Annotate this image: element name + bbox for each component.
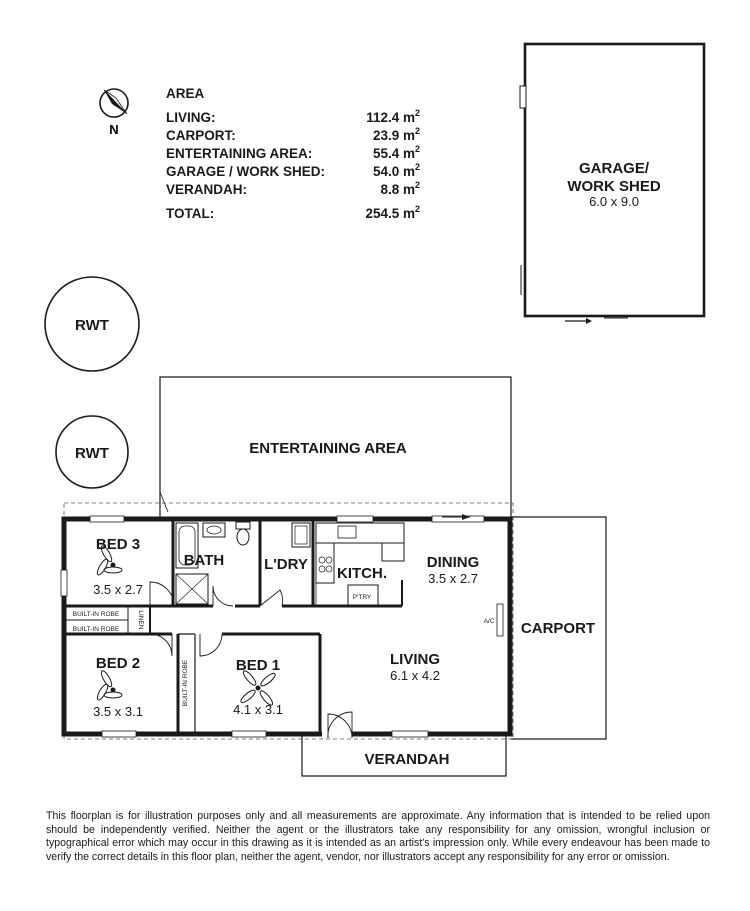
rainwater-tank-1: [45, 277, 139, 371]
disclaimer-text: This floorplan is for illustration purposes only and all measurements are approximate. Any information that is intended to be relied upon should be independently verified. Neither the agent or the illustrators take any responsibility for any omission, wrongful inclusion or typographical error which may occur in this drawing as it is intended as an artist's impression only. While every endeavour has been made to verify the correct details in this floor plan, neither the agent, vendor, nor illustrators accept any responsibility for any error or omission.: [46, 810, 710, 863]
north-label: N: [109, 122, 119, 137]
area-label-living: LIVING:: [166, 110, 216, 125]
dining-name: DINING: [426, 554, 480, 571]
garage-work-shed: [520, 44, 704, 324]
living-name: LIVING: [389, 651, 441, 668]
builtin-robe-label-3: BUILT-IN ROBE: [182, 659, 189, 707]
area-value-garage: 54.0 $m^2$: [372, 162, 420, 179]
dining-dims: 3.5 x 2.7: [428, 571, 478, 586]
rainwater-tank-2: [56, 416, 128, 488]
area-label-verandah: VERANDAH:: [166, 182, 247, 197]
kitchen-name: KITCH.: [337, 565, 387, 582]
area-label-entertaining: ENTERTAINING AREA:: [166, 146, 313, 161]
north-arrow-icon: [100, 89, 128, 137]
bed1-name: BED 1: [235, 657, 281, 674]
garage-name-line2: WORK SHED: [567, 178, 661, 195]
area-label-carport: CARPORT:: [166, 128, 236, 143]
bed2-dims: 3.5 x 3.1: [93, 704, 143, 719]
laundry-name: L'DRY: [264, 556, 308, 573]
linen-label: LINEN: [137, 610, 144, 630]
living-dims: 6.1 x 4.2: [390, 668, 440, 683]
area-value-carport: 23.9 $m^2$: [372, 126, 420, 143]
rwt-label-2: RWT: [75, 445, 109, 462]
bed1-dims: 4.1 x 3.1: [233, 702, 283, 717]
area-label-total: TOTAL:: [166, 206, 215, 221]
carport: [511, 517, 606, 739]
verandah-name: VERANDAH: [364, 751, 450, 768]
area-label-garage: GARAGE / WORK SHED:: [166, 164, 326, 179]
entertaining-name: ENTERTAINING AREA: [249, 440, 407, 457]
pantry-label: P'TRY: [352, 594, 372, 601]
bath-name: BATH: [183, 552, 225, 569]
area-value-total: 254.5 $m^2$: [365, 204, 420, 221]
ceiling-fan-icon: [95, 669, 122, 701]
ac-label: A/C: [483, 618, 495, 625]
area-heading: AREA: [166, 86, 205, 101]
area-value-living: 112.4 $m^2$: [366, 108, 420, 125]
rwt-label-1: RWT: [75, 317, 109, 334]
builtin-robe-label-2: BUILT-IN ROBE: [72, 626, 120, 633]
area-value-entertaining: 55.4 $m^2$: [372, 144, 420, 161]
verandah: [302, 736, 506, 776]
bed3-dims: 3.5 x 2.7: [93, 582, 143, 597]
entertaining-area: [160, 377, 511, 518]
carport-name: CARPORT: [520, 620, 596, 637]
bed2-name: BED 2: [95, 655, 141, 672]
garage-dims: 6.0 x 9.0: [589, 194, 639, 209]
builtin-robe-label-1: BUILT-IN ROBE: [72, 611, 120, 618]
area-value-verandah: 8.8 $m^2$: [380, 180, 420, 197]
area-table: [166, 86, 420, 221]
garage-name-line1: GARAGE/: [578, 160, 650, 177]
bed3-name: BED 3: [95, 536, 141, 553]
